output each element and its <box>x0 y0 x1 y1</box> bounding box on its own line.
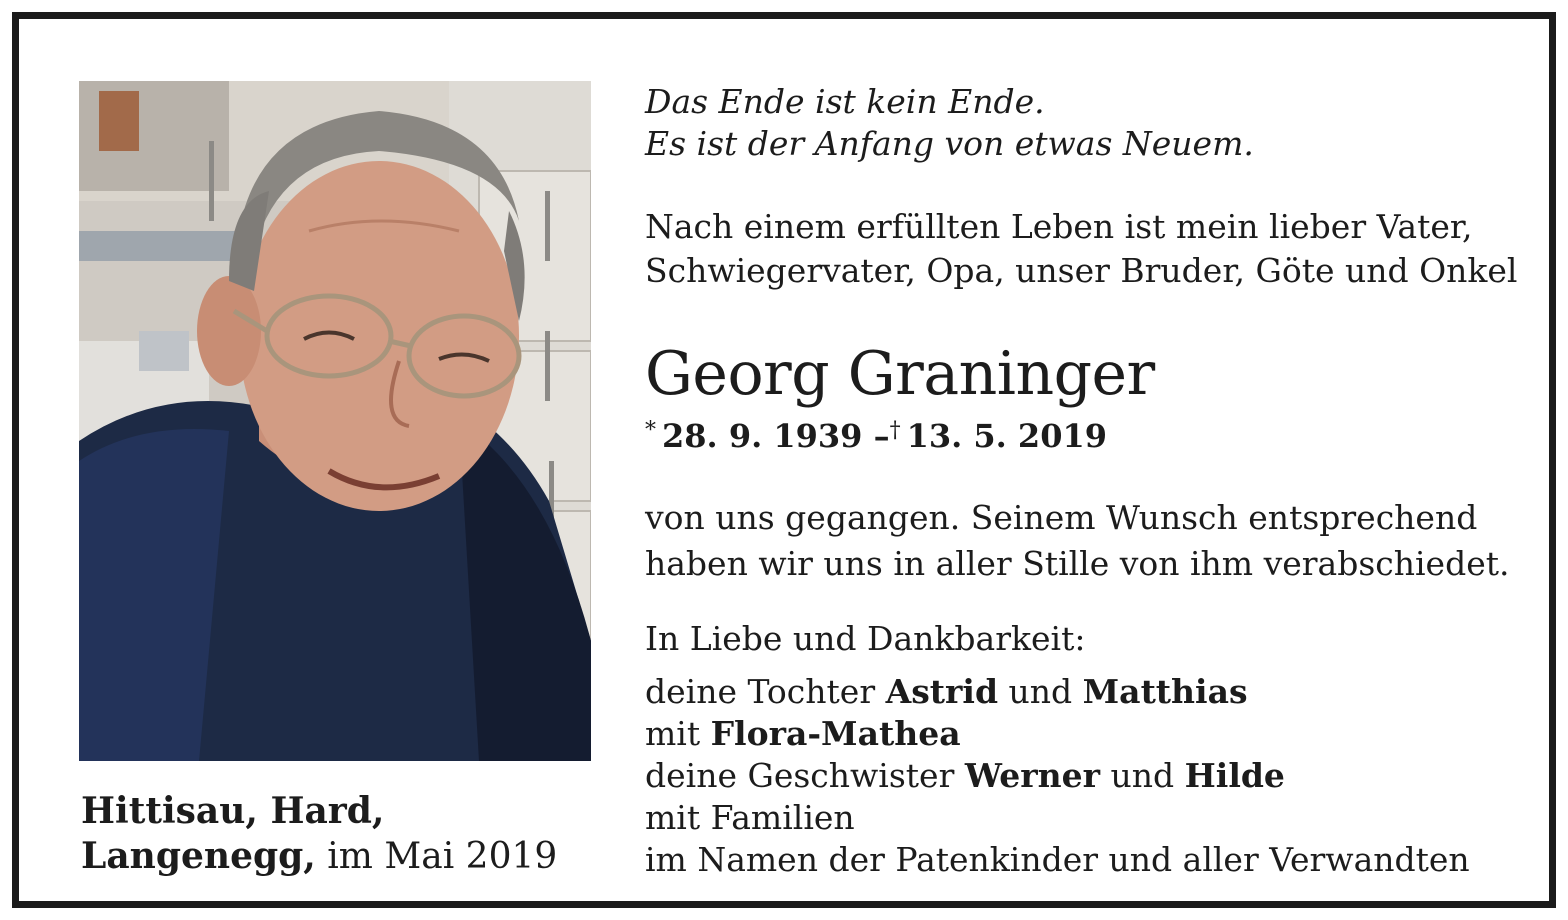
obituary-card <box>12 12 1556 908</box>
death-date: 13. 5. 2019 <box>906 417 1107 455</box>
birth-symbol: * <box>645 418 656 443</box>
place-and-date <box>81 789 557 879</box>
thanks-heading: In Liebe und Dankbarkeit: <box>645 619 1086 658</box>
quote-line1: Das Ende ist kein Ende. <box>645 82 1045 121</box>
place-line1: Hittisau, Hard, <box>81 790 385 832</box>
intro-line2: Schwiegervater, Opa, unser Bruder, Göte und Onkel <box>645 251 1518 290</box>
birth-date: 28. 9. 1939 <box>662 417 863 455</box>
message-line2: haben wir uns in aller Stille von ihm verabschiedet. <box>645 544 1510 583</box>
life-dates <box>645 409 1525 458</box>
quote-line2: Es ist der Anfang von etwas Neuem. <box>645 124 1254 163</box>
family-name-matthias: Matthias <box>1082 672 1248 711</box>
deceased-name: Georg Graninger <box>645 339 1155 409</box>
family-name-astrid: Astrid <box>885 672 999 711</box>
family-line4: mit Familien <box>645 798 855 837</box>
intro-line1: Nach einem erfüllten Leben ist mein lieber Vater, <box>645 207 1473 246</box>
family-line5: im Namen der Patenkinder und aller Verwandten <box>645 840 1470 879</box>
family-line3: deine Geschwister Werner und Hilde <box>645 756 1285 795</box>
place-line2-bold: Langenegg, <box>81 835 316 877</box>
date-separator: – <box>873 417 890 455</box>
death-symbol: † <box>889 418 901 443</box>
family-name-hilde: Hilde <box>1184 756 1285 795</box>
intro-text <box>645 205 1525 293</box>
family-name-werner: Werner <box>964 756 1100 795</box>
portrait-photo <box>79 81 591 761</box>
family-name-flora-mathea: Flora-Mathea <box>710 714 961 753</box>
message-line1: von uns gegangen. Seinem Wunsch entsprechend <box>645 498 1478 537</box>
family-line1: deine Tochter Astrid und Matthias <box>645 672 1248 711</box>
family-line2: mit Flora-Mathea <box>645 714 961 753</box>
place-line2-rest: im Mai 2019 <box>315 836 558 877</box>
quote <box>645 81 1525 165</box>
family-list <box>645 671 1525 881</box>
message-text <box>645 495 1525 587</box>
